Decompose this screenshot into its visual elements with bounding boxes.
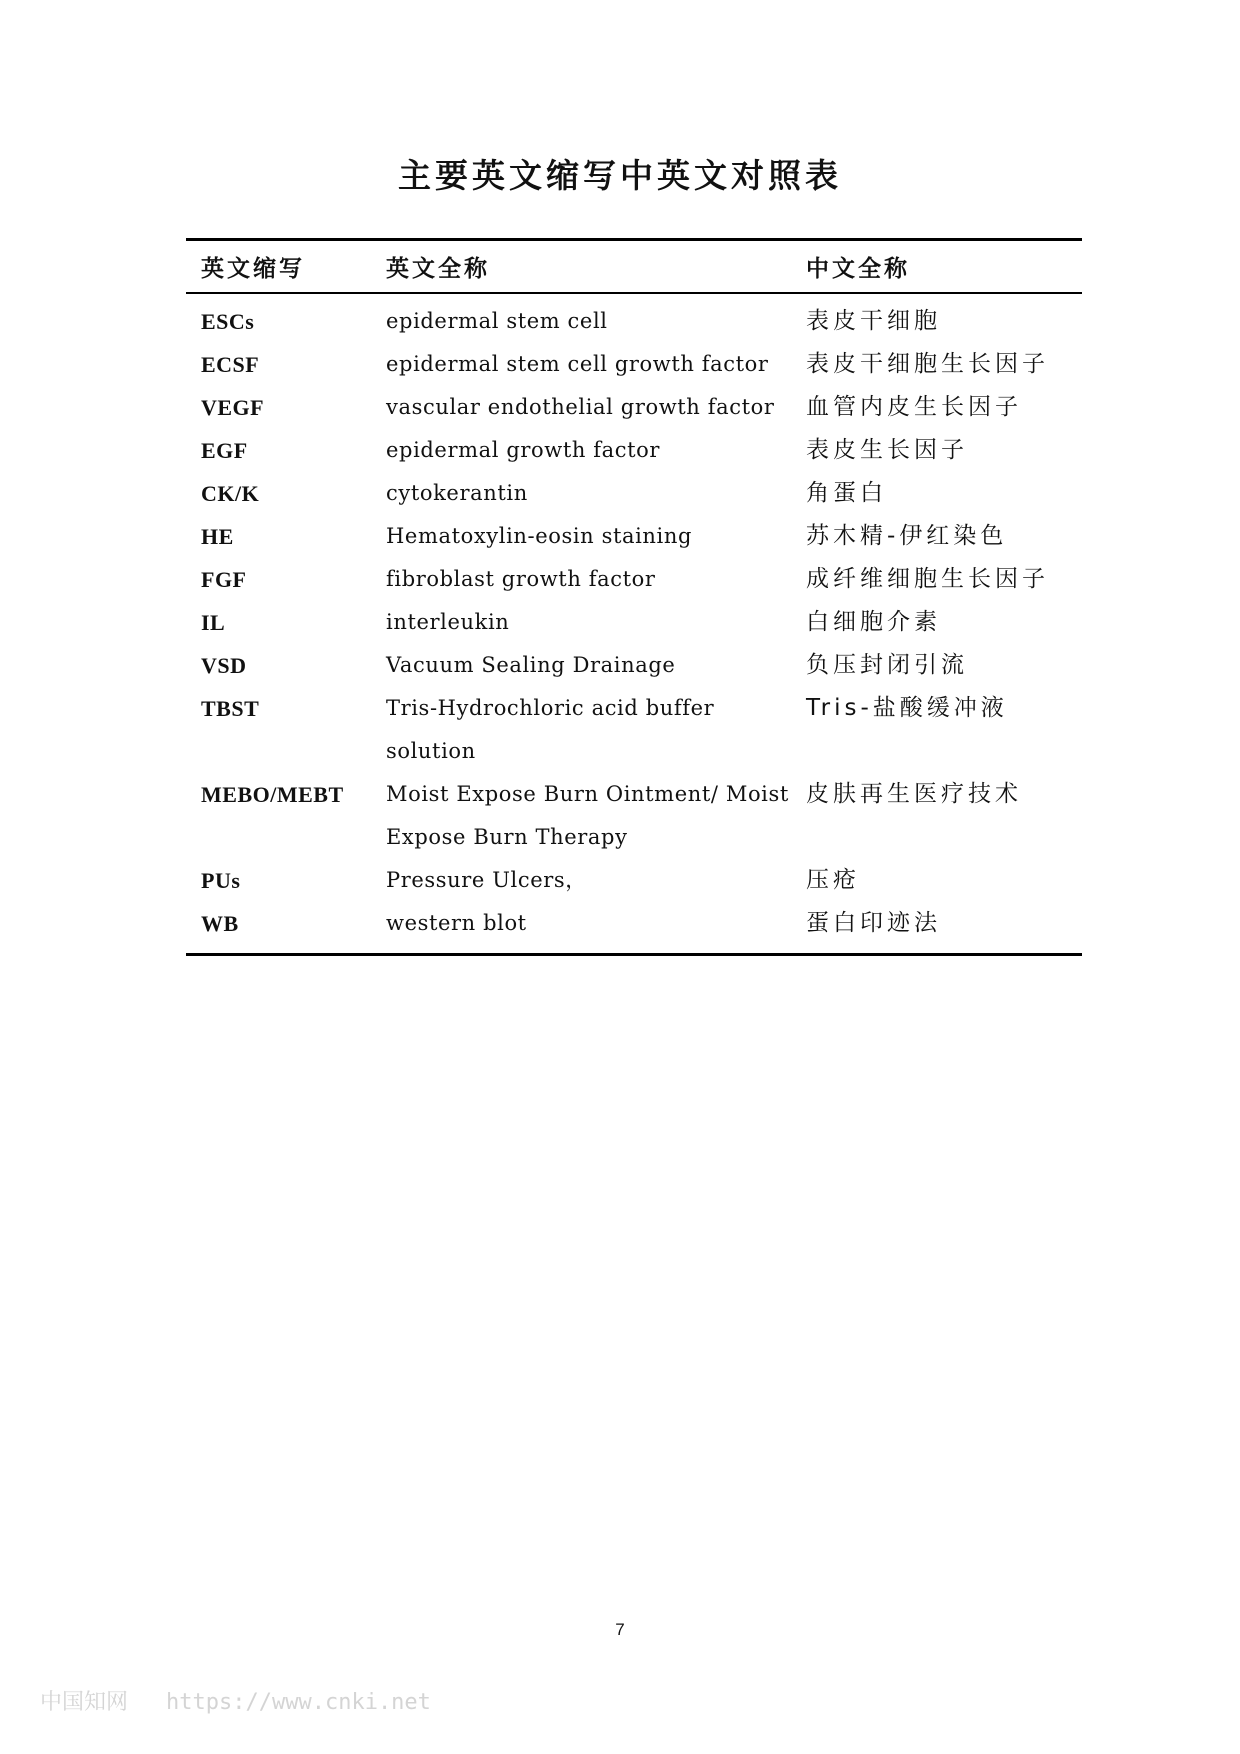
cell-english-full-name: Hematoxylin-eosin staining xyxy=(386,524,693,548)
cell-abbreviation: FGF xyxy=(201,567,247,592)
cell-abbreviation: TBST xyxy=(201,696,260,721)
table-row xyxy=(186,558,1082,601)
header-abbreviation: 英文缩写 xyxy=(201,256,305,282)
cell-abbreviation: HE xyxy=(201,524,234,549)
cell-english-full-name: Vacuum Sealing Drainage xyxy=(386,653,676,677)
table-row xyxy=(186,687,1082,773)
cell-chinese-full-name: 表皮生长因子 xyxy=(806,437,968,463)
cell-english-full-name: fibroblast growth factor xyxy=(386,567,656,591)
header-chinese-full-name: 中文全称 xyxy=(806,256,910,282)
cell-english-full-name: vascular endothelial growth factor xyxy=(386,395,775,419)
cell-chinese-full-name: 皮肤再生医疗技术 xyxy=(806,781,1022,807)
cell-chinese-full-name: 蛋白印迹法 xyxy=(806,910,941,936)
cell-english-full-name: epidermal stem cell xyxy=(386,309,608,333)
cell-chinese-full-name: 白细胞介素 xyxy=(806,609,941,635)
table-row xyxy=(186,601,1082,644)
cell-abbreviation: ESCs xyxy=(201,309,255,334)
cell-english-full-name: Moist Expose Burn Ointment/ Moist Expose Burn Therapy xyxy=(386,782,789,849)
table-row xyxy=(186,386,1082,429)
cell-chinese-full-name: Tris-盐酸缓冲液 xyxy=(806,695,1008,721)
cell-english-full-name: cytokerantin xyxy=(386,481,528,505)
cell-chinese-full-name: 苏木精-伊红染色 xyxy=(806,523,1008,549)
cell-english-full-name: Tris-Hydrochloric acid buffer solution xyxy=(386,696,715,763)
cell-chinese-full-name: 表皮干细胞 xyxy=(806,308,941,334)
cnki-watermark xyxy=(40,1685,431,1716)
table-row xyxy=(186,429,1082,472)
page-number: 7 xyxy=(615,1620,625,1639)
header-english-full-name: 英文全称 xyxy=(386,256,490,282)
table-header-row xyxy=(186,241,1082,292)
cell-english-full-name: western blot xyxy=(386,911,527,935)
table-row xyxy=(186,515,1082,558)
cell-abbreviation: MEBO/MEBT xyxy=(201,782,344,807)
cell-english-full-name: epidermal stem cell growth factor xyxy=(386,352,769,376)
cell-english-full-name: Pressure Ulcers， xyxy=(386,868,587,892)
cell-abbreviation: IL xyxy=(201,610,226,635)
cell-abbreviation: WB xyxy=(201,911,239,936)
cell-chinese-full-name: 负压封闭引流 xyxy=(806,652,968,678)
cell-chinese-full-name: 血管内皮生长因子 xyxy=(806,394,1022,420)
cell-abbreviation: PUs xyxy=(201,868,241,893)
cell-abbreviation: VSD xyxy=(201,653,247,678)
cell-chinese-full-name: 压疮 xyxy=(806,867,860,893)
cell-english-full-name: epidermal growth factor xyxy=(386,438,661,462)
watermark-brand: 中国知网 xyxy=(40,1690,129,1715)
table-bottom-rule xyxy=(186,953,1082,956)
table-row xyxy=(186,472,1082,515)
page-title: 主要英文缩写中英文对照表 xyxy=(398,156,842,195)
table-row xyxy=(186,902,1082,945)
table-body xyxy=(186,294,1082,953)
cell-abbreviation: CK/K xyxy=(201,481,260,506)
table-row xyxy=(186,300,1082,343)
abbreviation-table xyxy=(186,238,1082,956)
table-row xyxy=(186,343,1082,386)
cell-english-full-name: interleukin xyxy=(386,610,510,634)
table-row xyxy=(186,859,1082,902)
table-row xyxy=(186,644,1082,687)
cell-abbreviation: ECSF xyxy=(201,352,260,377)
cell-chinese-full-name: 表皮干细胞生长因子 xyxy=(806,351,1049,377)
watermark-site: https://www.cnki.net xyxy=(166,1690,431,1715)
cell-chinese-full-name: 成纤维细胞生长因子 xyxy=(806,566,1049,592)
cell-chinese-full-name: 角蛋白 xyxy=(806,480,887,506)
cell-abbreviation: VEGF xyxy=(201,395,265,420)
cell-abbreviation: EGF xyxy=(201,438,248,463)
table-row xyxy=(186,773,1082,859)
